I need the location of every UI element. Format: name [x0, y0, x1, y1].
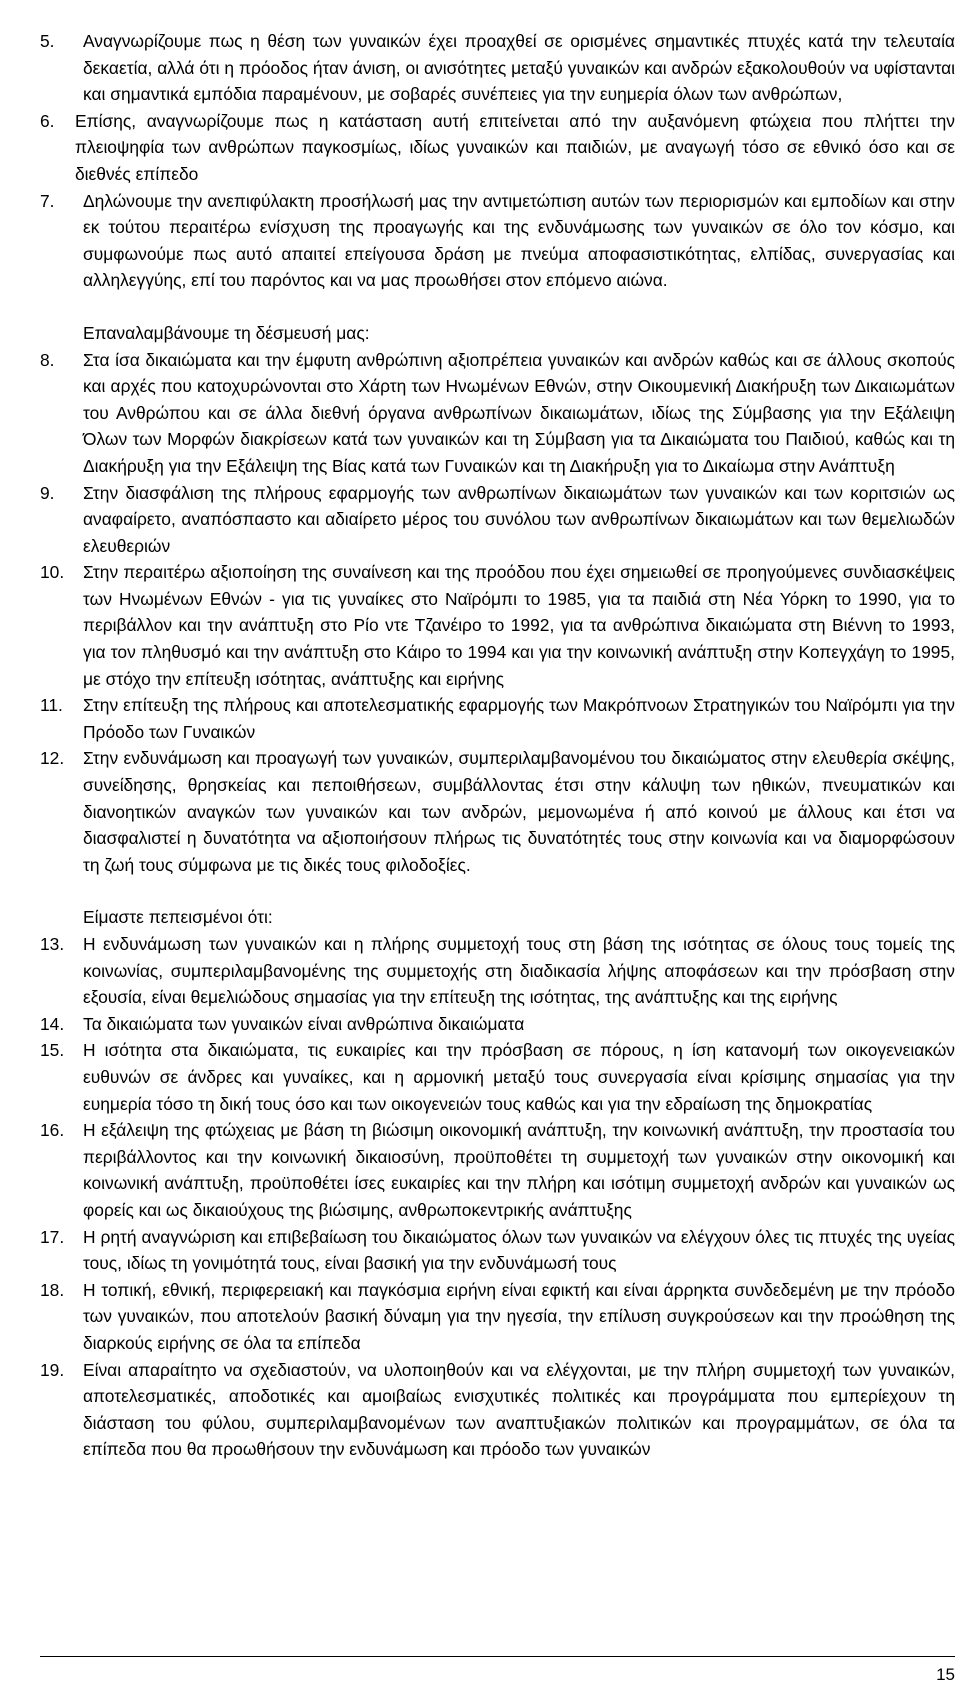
- item-number: 8.: [40, 349, 55, 370]
- list-item: [40, 108, 955, 188]
- item-text: Στα ίσα δικαιώματα και την έμφυτη ανθρώπινη αξιοπρέπεια γυναικών και ανδρών καθώς και σε άλλους σκοπούς και αρχές που κατοχυρώνονται στο Χάρτη των Ηνωμένων Εθνών, στην Οικουμενική Διακήρυξη των Δικαιωμάτων του Ανθρώπου και σε άλλα διεθνή όργανα ανθρωπίνων δικαιωμάτων, ιδίως της Σύμβασης για την Εξάλειψη Όλων των Μορφών διακρίσεων κατά των γυναικών και τη Σύμβαση για τα Δικαιώματα του Παιδιού, καθώς και τη Διακήρυξη για την Εξάλειψη της Βίας κατά των Γυναικών και τη Διακήρυξη για το Δικαίωμα στην Ανάπτυξη: [83, 349, 955, 476]
- footer-divider: [40, 1656, 955, 1657]
- list-item: [40, 480, 955, 560]
- item-number: 7.: [40, 190, 55, 211]
- list-item: [40, 1277, 955, 1357]
- item-text: Στην επίτευξη της πλήρους και αποτελεσματικής εφαρμογής των Μακρόπνοων Στρατηγικών του Ναϊρόμπι για την Πρόοδο των Γυναικών: [83, 695, 955, 742]
- list-item: [40, 559, 955, 692]
- item-number: 15.: [40, 1040, 65, 1061]
- item-text: Η εξάλειψη της φτώχειας με βάση τη βιώσιμη οικονομική ανάπτυξη, την κοινωνική ανάπτυξη, την προστασία του περιβάλλοντος και την κοινωνική δικαιοσύνη, προϋποθέτει τη συμμετοχή των γυναικών στην οικονομική και κοινωνική ανάπτυξη, προϋποθέτει ίσες ευκαιρίες και την πλήρη και ισότιμη συμμετοχή ανδρών και γυναικών ως φορείς και ως δικαιούχους της βιώσιμης, ανθρωποκεντρικής ανάπτυξης: [83, 1120, 955, 1220]
- list-item: [40, 1224, 955, 1277]
- item-number: 5.: [40, 31, 55, 51]
- item-text: Δηλώνουμε την ανεπιφύλακτη προσήλωσή μας την αντιμετώπιση αυτών των περιορισμών και εμποδίων και στην εκ τούτου περαιτέρω ενίσχυση της προαγωγής και της ενδυνάμωσης των γυναικών σε όλο τον κόσμο, και συμφωνούμε πως αυτό απαιτεί επείγουσα δράση με πνεύμα αποφασιστικότητας, ελπίδας, συνεργασίας και αλληλεγγύης, επί του παρόντος και να μας προωθήσει στον επόμενο αιώνα.: [83, 190, 955, 291]
- item-number: 19.: [40, 1359, 65, 1380]
- item-text: Επίσης, αναγνωρίζουμε πως η κατάσταση αυτή επιτείνεται από την αυξανόμενη φτώχεια που πλήττει την πλειοψηφία των ανθρώπων παγκοσμίως, ιδίως γυναικών και παιδιών, με αναγωγή τόσο σε εθνικό όσο και σε διεθνές επίπεδο: [75, 110, 955, 184]
- item-number: 10.: [40, 562, 65, 583]
- item-text: Η ισότητα στα δικαιώματα, τις ευκαιρίες και την πρόσβαση σε πόρους, η ίση κατανομή των οικογενειακών ευθυνών σε άνδρες και γυναίκες, και η αρμονική μεταξύ τους συνεργασία είναι κρίσιμης σημασίας για την ευημερία τόσο τη δική τους όσο και των οικογενειών τους καθώς και για την εδραίωση της δημοκρατίας: [83, 1040, 955, 1114]
- list-item: [40, 347, 955, 480]
- section-heading: Είμαστε πεπεισμένοι ότι:: [83, 907, 273, 928]
- item-text: Η ενδυνάμωση των γυναικών και η πλήρης συμμετοχή τους στη βάση της ισότητας σε όλους τους τομείς της κοινωνίας, συμπεριλαμβανομένης της συμμετοχής στη διαδικασία λήψης αποφάσεων και την πρόσβαση στην εξουσία, είναι θεμελιώδους σημασίας για την επίτευξη της ισότητας, της ανάπτυξης και της ειρήνης: [83, 934, 955, 1008]
- item-text: Η τοπική, εθνική, περιφερειακή και παγκόσμια ειρήνη είναι εφικτή και είναι άρρηκτα συνδεδεμένη με την πρόοδο των γυναικών, που αποτελούν βασική δύναμη για την ηγεσία, την επίλυση συγκρούσεων και την προώθηση της διαρκούς ειρήνης σε όλα τα επίπεδα: [83, 1279, 955, 1353]
- item-number: 9.: [40, 482, 55, 503]
- section-heading: Επαναλαμβάνουμε τη δέσμευσή μας:: [83, 322, 370, 343]
- list-item: [40, 188, 955, 294]
- item-text: Αναγνωρίζουμε πως η θέση των γυναικών έχει προαχθεί σε ορισμένες σημαντικές πτυχές κατά την τελευταία δεκαετία, αλλά ότι η πρόοδος ήταν άνιση, οι ανισότητες μεταξύ γυναικών και ανδρών εξακολουθούν να υφίστανται και σημαντικά εμπόδια παραμένουν, με σοβαρές συνέπειες για την ευημερία όλων των ανθρώπων,: [83, 31, 955, 105]
- document-body: [40, 28, 955, 1463]
- item-number: 12.: [40, 748, 65, 769]
- list-item: [40, 1117, 955, 1223]
- item-number: 6.: [40, 110, 55, 131]
- item-number: 13.: [40, 934, 65, 954]
- item-text: Η ρητή αναγνώριση και επιβεβαίωση του δικαιώματος όλων των γυναικών να ελέγχουν όλες τις πτυχές της υγείας τους, ιδίως τη γονιμότητά τους, είναι βασική για την ενδυνάμωσή τους: [83, 1226, 955, 1274]
- list-item: [40, 692, 955, 745]
- list-item: [40, 1011, 955, 1038]
- list-item: [40, 931, 955, 1011]
- item-number: 16.: [40, 1120, 65, 1141]
- page-number: 15: [936, 1665, 955, 1684]
- item-number: 18.: [40, 1279, 65, 1300]
- item-text: Στην περαιτέρω αξιοποίηση της συναίνεση και της προόδου που έχει σημειωθεί σε προηγούμενες συνδιασκέψεις των Ηνωμένων Εθνών - για τις γυναίκες στο Ναϊρόμπι το 1985, για τα παιδιά στη Νέα Υόρκη το 1990, για το περιβάλλον και την ανάπτυξη στο Ρίο ντε Τζανέιρο το 1992, για τα ανθρώπινα δικαιώματα στη Βιέννη το 1993, για τον πληθυσμό και την ανάπτυξη στο Κάιρο το 1994 και για την κοινωνική ανάπτυξη στην Κοπεγχάγη το 1995, με στόχο την επίτευξη ισότητας, ανάπτυξης και ειρήνης: [83, 562, 955, 689]
- item-text: Στην ενδυνάμωση και προαγωγή των γυναικών, συμπεριλαμβανομένου του δικαιώματος στην ελευθερία σκέψης, συνείδησης, θρησκείας και πεποιθήσεων, συμβάλλοντας έτσι στην κάλυψη των ηθικών, πνευματικών και διανοητικών αναγκών των γυναικών και των ανδρών, μεμονωμένα ή από κοινού με άλλους και έτσι να διασφαλιστεί η δυνατότητα να αξιοποιήσουν πλήρως τις δυνατότητές τους στην κοινωνία και να διαμορφώσουν τη ζωή τους σύμφωνα με τις δικές τους φιλοδοξίες.: [83, 748, 955, 875]
- item-text: Τα δικαιώματα των γυναικών είναι ανθρώπινα δικαιώματα: [83, 1013, 525, 1034]
- list-item: [40, 745, 955, 878]
- item-number: 11.: [40, 695, 63, 716]
- list-item: [40, 1037, 955, 1117]
- item-text: Είναι απαραίτητο να σχεδιαστούν, να υλοποιηθούν και να ελέγχονται, με την πλήρη συμμετοχή των γυναικών, αποτελεσματικές, αποδοτικές και αμοιβαίως ενισχυτικές πολιτικές και προγράμματα που εμπερίεχουν τη διάσταση του φύλου, συμπεριλαμβανομένων των αναπτυξιακών πολιτικών και προγραμμάτων, σε όλα τα επίπεδα που θα προωθήσουν την ενδυνάμωση και πρόοδο των γυναικών: [83, 1359, 955, 1460]
- item-number: 14.: [40, 1013, 65, 1034]
- list-item: [40, 28, 955, 108]
- item-text: Στην διασφάλιση της πλήρους εφαρμογής των ανθρωπίνων δικαιωμάτων των γυναικών και των κοριτσιών ως αναφαίρετο, αναπόσπαστο και αδιαίρετο μέρος του συνόλου των ανθρωπίνων δικαιωμάτων και των θεμελιωδών ελευθεριών: [83, 482, 955, 556]
- list-item: [40, 1357, 955, 1463]
- item-number: 17.: [40, 1226, 65, 1247]
